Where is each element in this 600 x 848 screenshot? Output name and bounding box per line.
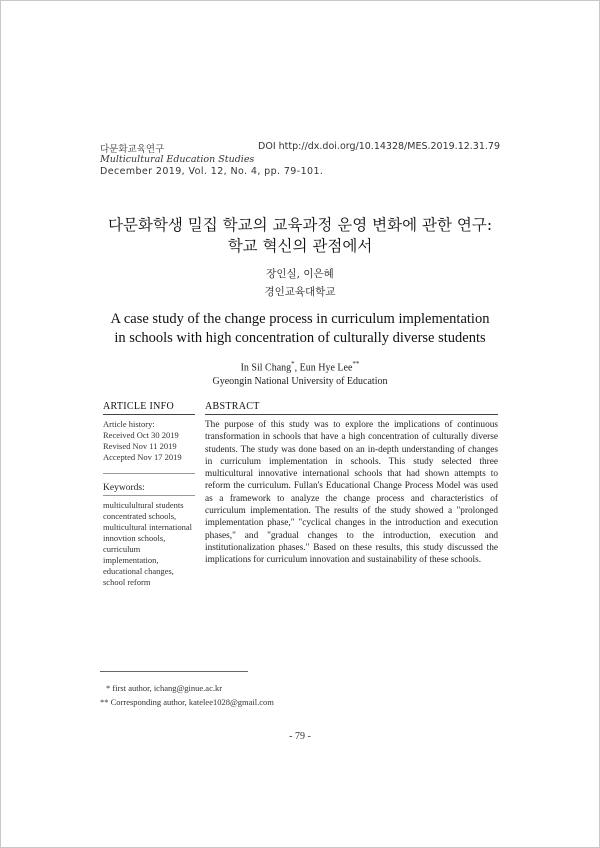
title-en-line1: A case study of the change process in curriculum implementation bbox=[110, 311, 490, 327]
history-label: Article history: bbox=[103, 419, 155, 429]
footnote-first-author: * first author, ichang@ginue.ac.kr bbox=[106, 683, 223, 693]
title-kr-line1: 다문화학생 밀집 학교의 교육과정 운영 변화에 관한 연구: bbox=[107, 216, 493, 234]
accepted-date: Accepted Nov 17 2019 bbox=[103, 452, 182, 462]
page-number: - 79 - bbox=[289, 731, 311, 742]
footnote-divider bbox=[100, 671, 248, 672]
abstract-heading: ABSTRACT bbox=[205, 401, 498, 415]
journal-name-kr: 다문화교육연구 bbox=[100, 144, 165, 155]
abstract-text: The purpose of this study was to explore the implications of continuous transformation in schools that have a high concentration of culturally diverse students. The study was done based on an in-depth understanding of changes in curriculum implementation in schools. This study selected three multicultural innovative international schools that had shown attempts to reform the curriculum. Fullan's Educational Change Process Model was used as a framework to analyze the change process and characteristics of curriculum implementation. The results of the study showed a "prolonged implementation phase," "cyclical changes in the introduction and execution phases," and "gradual changes to the introduction, execution and institutionalization phases." Based on these results, this study discussed the implications for curriculum innovation and sustainability of these schools. bbox=[205, 420, 498, 566]
authors-en bbox=[100, 360, 500, 373]
footnote-corresponding-author: ** Corresponding author, katelee1028@gmail.com bbox=[100, 697, 274, 707]
authors-kr: 장인실, 이은혜 bbox=[266, 268, 334, 280]
keywords-list: multiculultural students concentrated schools, multicultural international innovtion schools, curriculum implementation, educational changes, school reform bbox=[103, 500, 192, 587]
article-history bbox=[103, 419, 195, 474]
author-separator: , bbox=[294, 362, 300, 374]
affiliation-en: Gyeongin National University of Education bbox=[212, 376, 388, 387]
article-info-heading: ARTICLE INFO bbox=[103, 401, 195, 415]
received-date: Received Oct 30 2019 bbox=[103, 430, 179, 440]
keywords-heading: Keywords: bbox=[103, 483, 195, 496]
author-2: Eun Hye Lee bbox=[299, 362, 353, 374]
title-kr-line2: 학교 혁신의 관점에서 bbox=[227, 237, 373, 255]
article-info-column bbox=[103, 401, 195, 588]
journal-name-en: Multicultural Education Studies bbox=[100, 154, 255, 165]
doi-link[interactable]: DOI http://dx.doi.org/10.14328/MES.2019.12.31.79 bbox=[258, 141, 500, 152]
author-2-mark: ** bbox=[352, 360, 360, 368]
revised-date: Revised Nov 11 2019 bbox=[103, 441, 177, 451]
issue-info: December 2019, Vol. 12, No. 4, pp. 79-101. bbox=[100, 166, 324, 177]
title-en-line2: in schools with high concentration of culturally diverse students bbox=[114, 330, 486, 346]
abstract-column bbox=[205, 401, 498, 567]
author-1-mark: * bbox=[291, 360, 295, 368]
affiliation-kr: 경인교육대학교 bbox=[264, 286, 336, 298]
author-1: In Sil Chang bbox=[240, 362, 292, 374]
